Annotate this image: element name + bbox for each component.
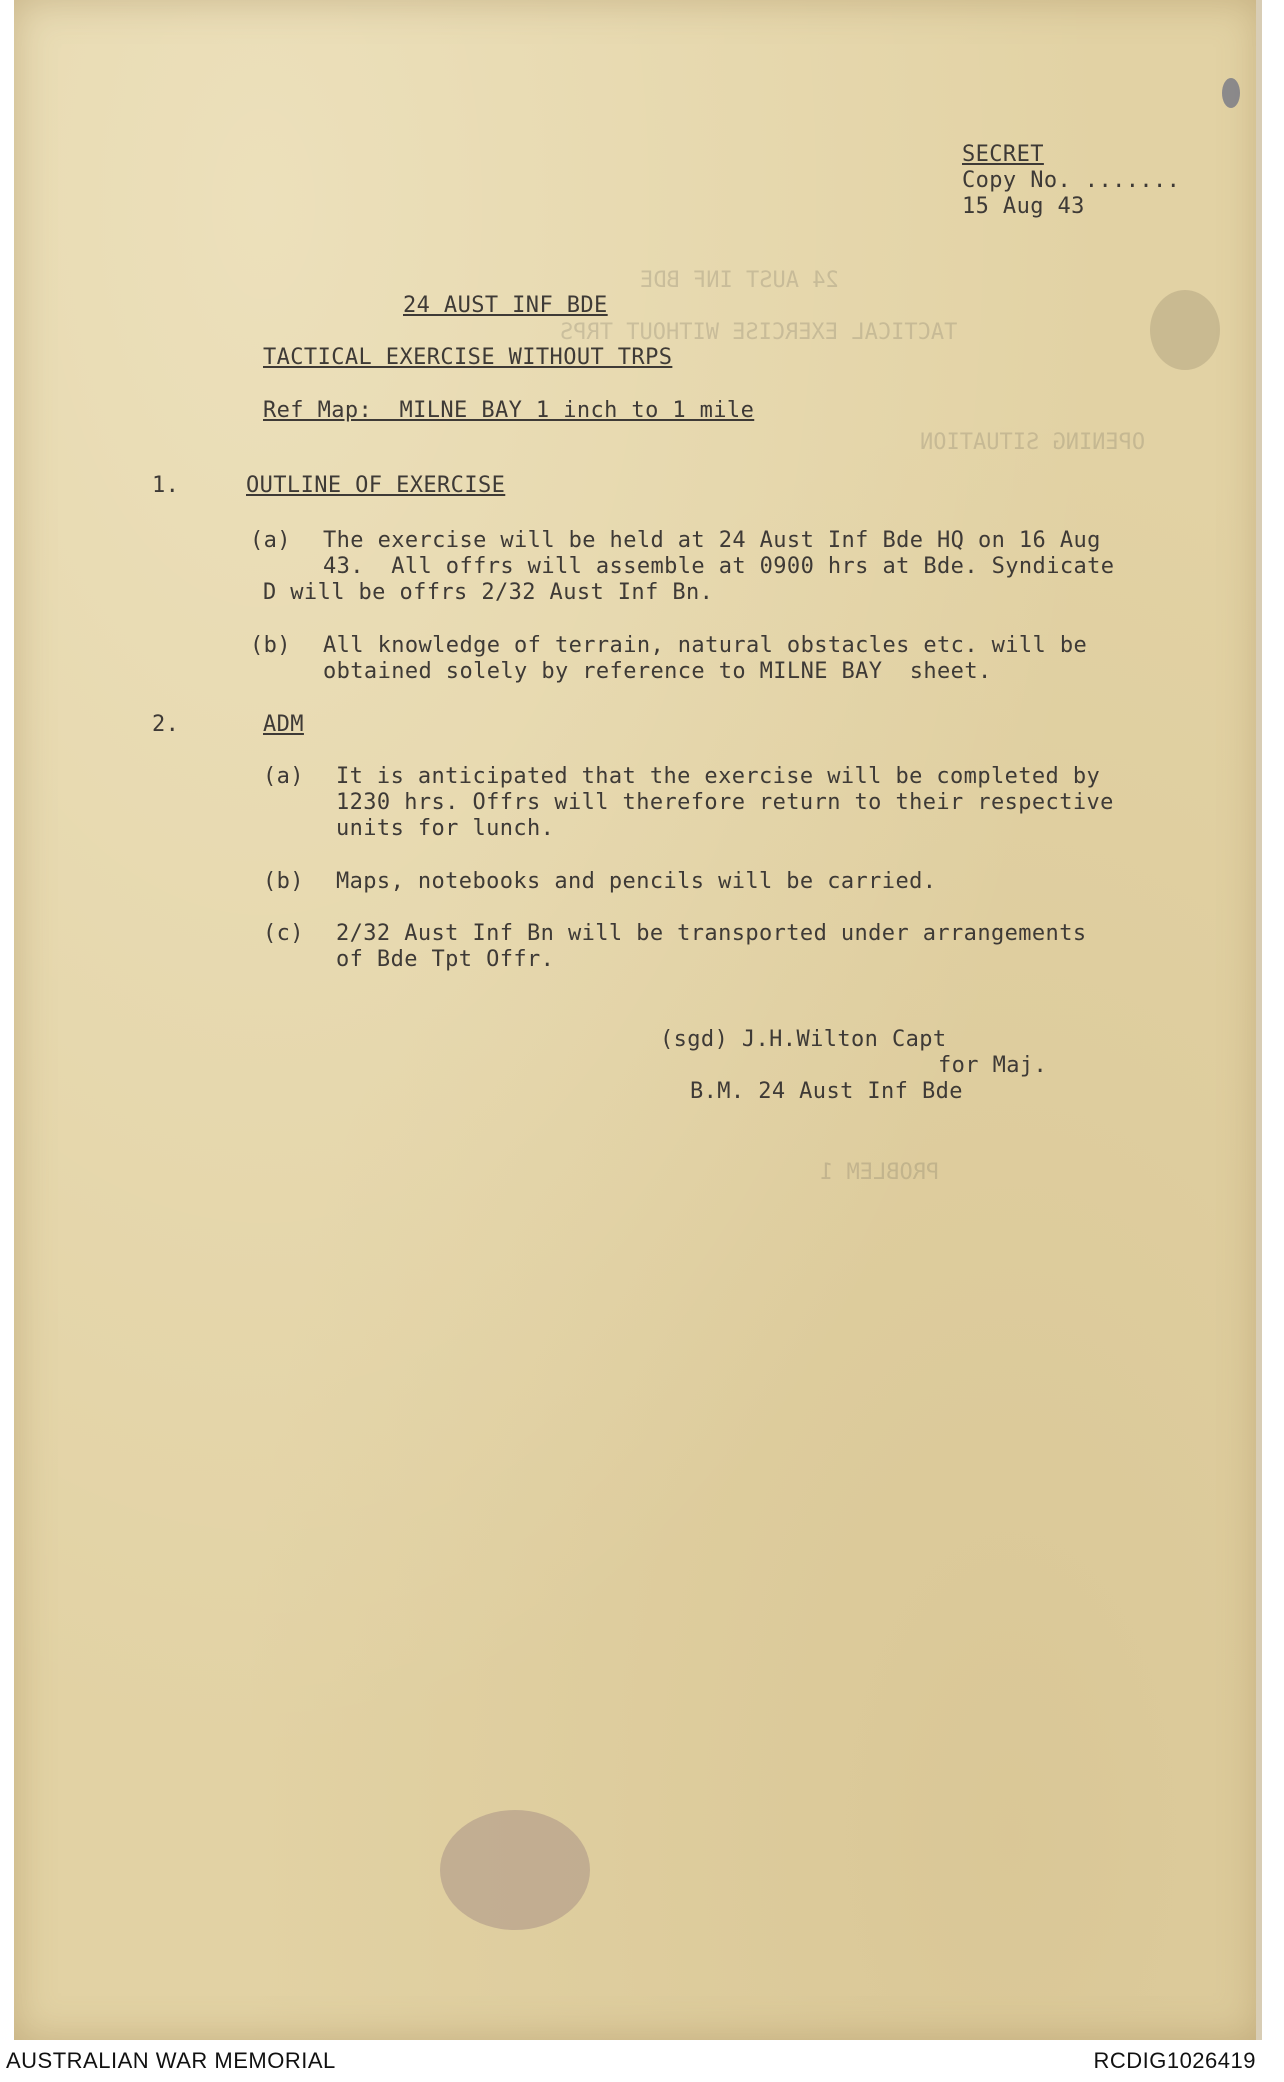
document-page <box>14 0 1260 2040</box>
item-line: units for lunch. <box>336 816 555 841</box>
item-line: The exercise will be held at 24 Aust Inf Bde HQ on 16 Aug <box>323 528 1101 553</box>
section-heading: OUTLINE OF EXERCISE <box>246 473 506 498</box>
exercise-title: TACTICAL EXERCISE WITHOUT TRPS <box>263 345 673 370</box>
item-label: (b) <box>250 633 291 658</box>
ink-stain <box>440 1810 590 1930</box>
item-label: (c) <box>263 921 304 946</box>
bleed-through: PROBLEM 1 <box>820 1160 940 1185</box>
ink-stain <box>1150 290 1220 370</box>
bleed-through: OPENING SITUATION <box>920 430 1146 455</box>
classification-label: SECRET <box>962 142 1044 167</box>
section-number: 2. <box>152 712 180 737</box>
document-date: 15 Aug 43 <box>962 194 1085 219</box>
item-line: of Bde Tpt Offr. <box>336 947 555 972</box>
unit-title: 24 AUST INF BDE <box>403 293 608 318</box>
footer-identifier: RCDIG1026419 <box>1093 2048 1256 2073</box>
signature-line: B.M. 24 Aust Inf Bde <box>690 1079 963 1104</box>
signature-line: for Maj. <box>938 1053 1048 1078</box>
page-edge <box>1256 0 1262 2040</box>
copy-number: Copy No. ....... <box>962 168 1181 193</box>
bleed-through: 24 AUST INF BDE <box>640 268 839 293</box>
bleed-through: TACTICAL EXERCISE WITHOUT TRPS <box>560 320 958 345</box>
item-line: Maps, notebooks and pencils will be carried. <box>336 869 937 894</box>
item-label: (a) <box>250 528 291 553</box>
item-line: 1230 hrs. Offrs will therefore return to their respective <box>336 790 1114 815</box>
signature-line: (sgd) J.H.Wilton Capt <box>660 1027 947 1052</box>
footer-source: AUSTRALIAN WAR MEMORIAL <box>6 2048 336 2073</box>
section-number: 1. <box>152 473 180 498</box>
item-line: All knowledge of terrain, natural obstacles etc. will be <box>323 633 1088 658</box>
ref-map: Ref Map: MILNE BAY 1 inch to 1 mile <box>263 398 755 423</box>
item-line: D will be offrs 2/32 Aust Inf Bn. <box>263 580 714 605</box>
item-line: 2/32 Aust Inf Bn will be transported under arrangements <box>336 921 1087 946</box>
item-label: (a) <box>263 764 304 789</box>
section-heading: ADM <box>263 712 304 737</box>
item-line: It is anticipated that the exercise will be completed by <box>336 764 1101 789</box>
item-line: 43. All offrs will assemble at 0900 hrs at Bde. Syndicate <box>323 554 1115 579</box>
item-line: obtained solely by reference to MILNE BAY sheet. <box>323 659 992 684</box>
item-label: (b) <box>263 869 304 894</box>
ink-stain <box>1222 78 1240 108</box>
